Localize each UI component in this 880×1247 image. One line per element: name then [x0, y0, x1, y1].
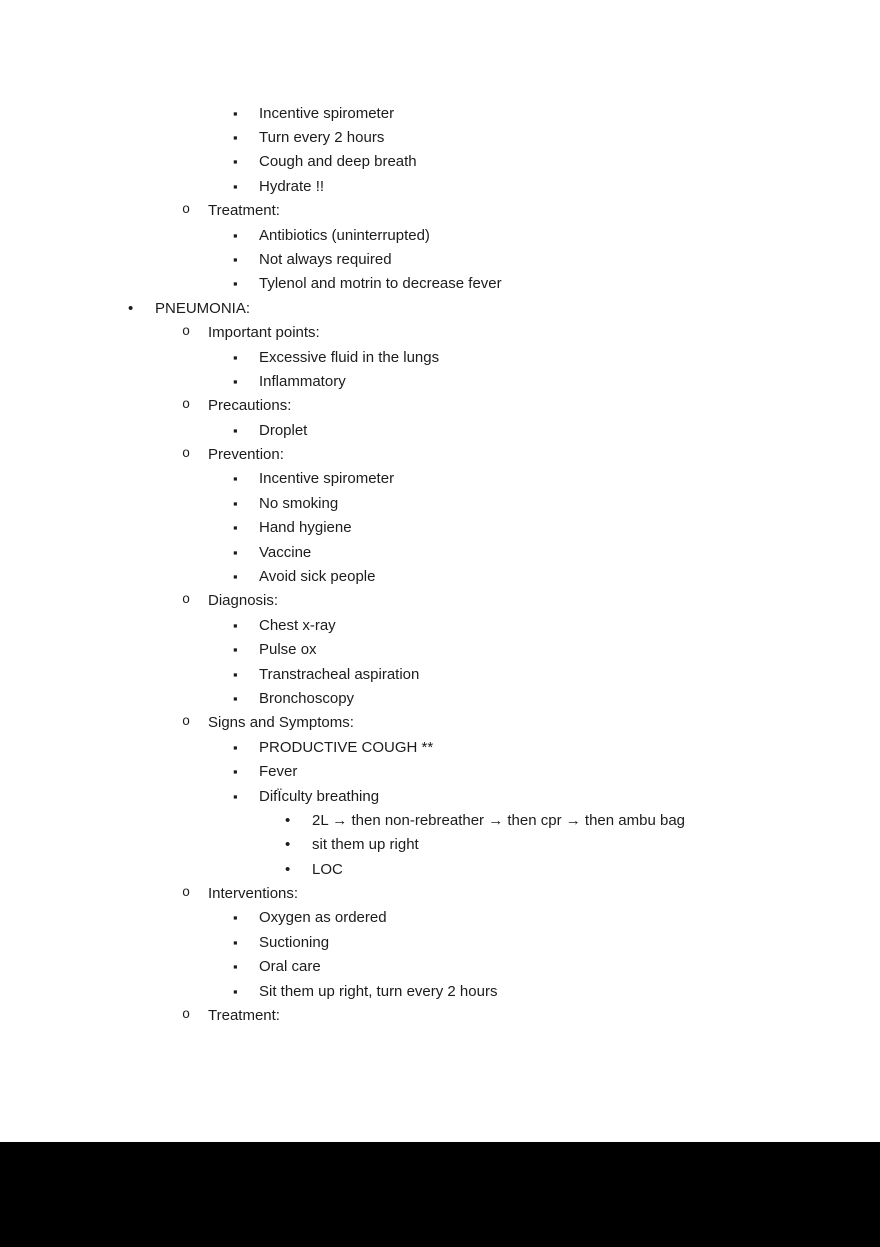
list-item — [0, 858, 880, 882]
list-item-text: Interventions: — [208, 885, 299, 903]
list-item — [0, 565, 880, 589]
square-bullet-icon: ▪ — [233, 642, 238, 658]
circle-bullet-icon: o — [182, 447, 191, 463]
square-bullet-icon: ▪ — [233, 276, 238, 292]
square-bullet-icon: ▪ — [233, 544, 238, 560]
list-item-text: Droplet — [259, 421, 308, 439]
list-item-text: Tylenol and motrin to decrease fever — [259, 275, 502, 293]
list-item — [0, 248, 880, 272]
circle-bullet-icon: o — [182, 886, 191, 902]
list-item — [0, 809, 880, 833]
list-item — [0, 589, 880, 613]
list-item-text: Inflammatory — [259, 372, 346, 390]
list-item-text: PRODUCTIVE COUGH ** — [259, 738, 434, 756]
circle-bullet-icon: o — [182, 593, 191, 609]
list-item — [0, 931, 880, 955]
list-item-text: Pulse ox — [259, 641, 317, 659]
square-bullet-icon: ▪ — [233, 129, 238, 145]
list-item — [0, 614, 880, 638]
list-item-text: PNEUMONIA: — [155, 299, 251, 317]
square-bullet-icon: ▪ — [233, 788, 238, 804]
list-item-text: Suctioning — [259, 933, 330, 951]
list-item-text: Antibiotics (uninterrupted) — [259, 226, 430, 244]
list-item — [0, 102, 880, 126]
list-item-text: Vaccine — [259, 543, 312, 561]
square-bullet-icon: ▪ — [233, 910, 238, 926]
list-item — [0, 467, 880, 491]
square-bullet-icon: ▪ — [233, 422, 238, 438]
disc-bullet-icon: • — [128, 299, 134, 317]
letterbox-bottom — [0, 1142, 880, 1247]
disc-bullet-icon: • — [285, 860, 291, 878]
list-item — [0, 687, 880, 711]
list-item-text: sit them up right — [312, 836, 419, 854]
square-bullet-icon: ▪ — [233, 934, 238, 950]
disc-bullet-icon: • — [285, 836, 291, 854]
list-item — [0, 906, 880, 930]
square-bullet-icon: ▪ — [233, 178, 238, 194]
list-item-text: Avoid sick people — [259, 568, 376, 586]
list-item — [0, 321, 880, 345]
square-bullet-icon: ▪ — [233, 690, 238, 706]
list-item-text: Sit them up right, turn every 2 hours — [259, 982, 498, 1000]
list-item-text: No smoking — [259, 494, 339, 512]
disc-bullet-icon: • — [285, 811, 291, 829]
circle-bullet-icon: o — [182, 203, 191, 219]
list-item-text: Oxygen as ordered — [259, 909, 387, 927]
list-item-text: Turn every 2 hours — [259, 128, 385, 146]
list-item — [0, 297, 880, 321]
list-item-text: Not always required — [259, 250, 392, 268]
list-item — [0, 541, 880, 565]
list-item-text: Bronchoscopy — [259, 689, 355, 707]
list-item — [0, 833, 880, 857]
list-item — [0, 126, 880, 150]
list-item-text: LOC — [312, 860, 343, 878]
list-item-text: Excessive fluid in the lungs — [259, 348, 440, 366]
square-bullet-icon: ▪ — [233, 959, 238, 975]
list-item — [0, 882, 880, 906]
circle-bullet-icon: o — [182, 398, 191, 414]
list-item-text: Diagnosis: — [208, 592, 279, 610]
list-item — [0, 955, 880, 979]
list-item-text: Treatment: — [208, 1007, 280, 1025]
list-item — [0, 272, 880, 296]
list-item-text: Cough and deep breath — [259, 153, 417, 171]
list-item — [0, 443, 880, 467]
list-item — [0, 175, 880, 199]
list-item — [0, 150, 880, 174]
list-item — [0, 663, 880, 687]
list-item-text: Incentive spirometer — [259, 104, 395, 122]
list-item — [0, 711, 880, 735]
list-item-text: Fever — [259, 763, 298, 781]
list-item — [0, 199, 880, 223]
circle-bullet-icon: o — [182, 1008, 191, 1024]
square-bullet-icon: ▪ — [233, 569, 238, 585]
square-bullet-icon: ▪ — [233, 105, 238, 121]
square-bullet-icon: ▪ — [233, 251, 238, 267]
list-item — [0, 224, 880, 248]
list-item — [0, 980, 880, 1004]
square-bullet-icon: ▪ — [233, 764, 238, 780]
square-bullet-icon: ▪ — [233, 349, 238, 365]
list-item-text: Prevention: — [208, 446, 284, 464]
list-item-text: Transtracheal aspiration — [259, 665, 420, 683]
list-item — [0, 516, 880, 540]
square-bullet-icon: ▪ — [233, 495, 238, 511]
list-item — [0, 370, 880, 394]
list-item-text: Hand hygiene — [259, 519, 352, 537]
square-bullet-icon: ▪ — [233, 983, 238, 999]
circle-bullet-icon: o — [182, 715, 191, 731]
list-item-text: Treatment: — [208, 202, 280, 220]
list-item — [0, 638, 880, 662]
square-bullet-icon: ▪ — [233, 739, 238, 755]
square-bullet-icon: ▪ — [233, 373, 238, 389]
list-item-text: Hydrate !! — [259, 177, 325, 195]
list-item-text: Precautions: — [208, 397, 292, 415]
list-item — [0, 785, 880, 809]
square-bullet-icon: ▪ — [233, 154, 238, 170]
list-item — [0, 394, 880, 418]
list-item-text: 2L → then non-rebreather → then cpr → then ambu bag — [312, 811, 686, 829]
list-item — [0, 419, 880, 443]
square-bullet-icon: ▪ — [233, 617, 238, 633]
list-item-text: DifÏculty breathing — [259, 787, 380, 805]
list-item — [0, 760, 880, 784]
list-item-text: Chest x-ray — [259, 616, 336, 634]
square-bullet-icon: ▪ — [233, 227, 238, 243]
square-bullet-icon: ▪ — [233, 666, 238, 682]
list-item — [0, 346, 880, 370]
list-item-text: Signs and Symptoms: — [208, 714, 354, 732]
list-item-text: Incentive spirometer — [259, 470, 395, 488]
square-bullet-icon: ▪ — [233, 471, 238, 487]
circle-bullet-icon: o — [182, 325, 191, 341]
list-item-text: Oral care — [259, 958, 321, 976]
document-list — [0, 102, 880, 1029]
square-bullet-icon: ▪ — [233, 520, 238, 536]
list-item — [0, 1004, 880, 1028]
list-item — [0, 492, 880, 516]
list-item — [0, 736, 880, 760]
list-item-text: Important points: — [208, 324, 320, 342]
